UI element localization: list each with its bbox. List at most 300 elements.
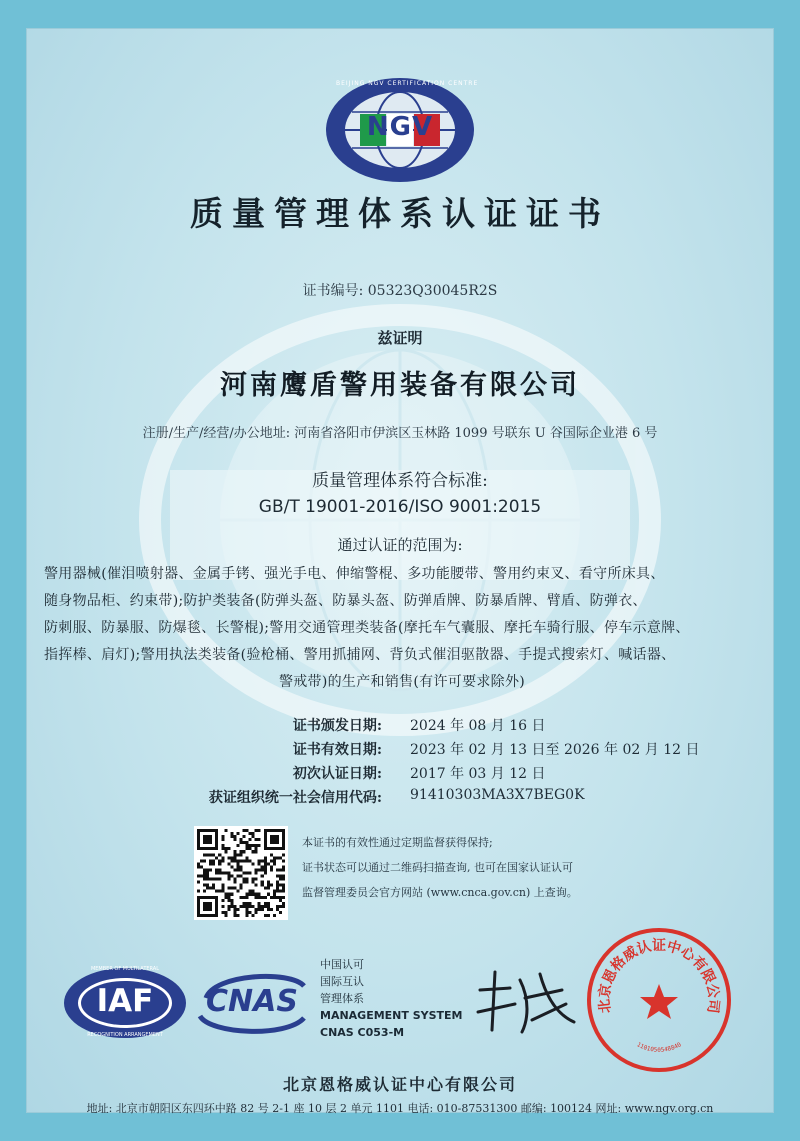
qr-module xyxy=(279,878,282,881)
qr-module xyxy=(227,887,230,890)
qr-module xyxy=(276,896,279,899)
initial-date-value: 2017 年 03 月 12 日 xyxy=(410,766,546,782)
qr-module xyxy=(227,856,230,859)
qr-module xyxy=(246,905,249,908)
qr-module xyxy=(209,862,212,865)
qr-module xyxy=(264,914,267,917)
qr-module xyxy=(267,914,270,917)
qr-module xyxy=(209,887,212,890)
qr-module xyxy=(264,859,267,862)
qr-module xyxy=(239,841,242,844)
qr-module xyxy=(212,884,215,887)
footer-contact: 地址: 北京市朝阳区东四环中路 82 号 2-1 座 10 层 2 单元 1101 电话: 010-87531300 邮编: 100124 网址: www.ngv.org.cn xyxy=(86,1102,714,1115)
qr-module xyxy=(279,899,282,902)
qr-module xyxy=(236,890,239,893)
qr-module xyxy=(258,905,261,908)
qr-module xyxy=(270,853,273,856)
qr-module xyxy=(221,844,224,847)
qr-module xyxy=(212,887,215,890)
ngv-logo-ring-text: BEIJING NGV CERTIFICATION CENTRE xyxy=(336,80,479,87)
qr-module xyxy=(209,853,212,856)
qr-module xyxy=(279,884,282,887)
qr-module xyxy=(252,890,255,893)
qr-module xyxy=(221,905,224,908)
qr-module xyxy=(233,908,236,911)
qr-module xyxy=(230,887,233,890)
qr-module xyxy=(282,865,285,868)
qr-module xyxy=(221,871,224,874)
qr-module xyxy=(279,868,282,871)
qr-module xyxy=(206,868,209,871)
qr-module xyxy=(252,905,255,908)
qr-module xyxy=(261,875,264,878)
qr-module xyxy=(270,865,273,868)
qr-module xyxy=(255,844,258,847)
qr-module xyxy=(221,911,224,914)
qr-module xyxy=(218,878,221,881)
qr-module xyxy=(249,893,252,896)
qr-module xyxy=(279,896,282,899)
qr-module xyxy=(236,862,239,865)
qr-module xyxy=(230,835,233,838)
qr-module xyxy=(239,865,242,868)
qr-module xyxy=(212,853,215,856)
standard-code: GB/T 19001-2016/ISO 9001:2015 xyxy=(258,497,542,517)
qr-module xyxy=(227,905,230,908)
qr-module xyxy=(246,878,249,881)
qr-module xyxy=(270,884,273,887)
qr-module xyxy=(233,838,236,841)
scope-line: 指挥棒、肩灯);警用执法类装备(验枪桶、警用抓捕网、背负式催泪驱散器、手提式搜索灯、喊话器、 xyxy=(44,647,676,663)
qr-module xyxy=(270,868,273,871)
qr-module xyxy=(276,905,279,908)
qr-module xyxy=(261,881,264,884)
qr-module xyxy=(230,859,233,862)
company-address: 注册/生产/经营/办公地址: 河南省洛阳市伊滨区玉林路 1099 号联东 U 谷国际企业港 6 号 xyxy=(142,426,658,441)
qr-module xyxy=(236,868,239,871)
qr-module xyxy=(218,871,221,874)
qr-module xyxy=(233,911,236,914)
qr-module xyxy=(203,878,206,881)
note-line: 监督管理委员会官方网站 (www.cnca.gov.cn) 上查询。 xyxy=(302,886,578,899)
qr-module xyxy=(243,835,246,838)
qr-module xyxy=(221,887,224,890)
qr-module xyxy=(255,884,258,887)
qr-module xyxy=(221,890,224,893)
qr-module xyxy=(221,859,224,862)
qr-module xyxy=(282,902,285,905)
qr-module xyxy=(243,881,246,884)
qr-module xyxy=(218,853,221,856)
qr-module xyxy=(246,881,249,884)
qr-module xyxy=(197,890,200,893)
qr-module xyxy=(255,908,258,911)
qr-module xyxy=(270,908,273,911)
qr-module xyxy=(227,862,230,865)
validity-notes xyxy=(302,830,578,905)
qr-module xyxy=(215,890,218,893)
qr-module xyxy=(270,859,273,862)
qr-module xyxy=(273,893,276,896)
qr-module xyxy=(233,856,236,859)
valid-date-label: 证书有效日期: xyxy=(292,742,382,758)
qr-module xyxy=(282,884,285,887)
qr-module xyxy=(282,905,285,908)
qr-module xyxy=(224,850,227,853)
qr-module xyxy=(197,862,200,865)
qr-module xyxy=(239,868,242,871)
qr-module xyxy=(212,878,215,881)
valid-date-value: 2023 年 02 月 13 日至 2026 年 02 月 12 日 xyxy=(410,742,700,758)
qr-module xyxy=(206,875,209,878)
qr-module xyxy=(227,878,230,881)
qr-module xyxy=(252,850,255,853)
qr-module xyxy=(236,908,239,911)
company-seal-icon xyxy=(583,924,735,1076)
qr-module xyxy=(273,890,276,893)
scope-line: 防刺服、防暴服、防爆毯、长警棍);警用交通管理类装备(摩托车气囊服、摩托车骑行服、停车示意牌、 xyxy=(44,620,690,636)
issuer-name: 北京恩格威认证中心有限公司 xyxy=(282,1075,517,1094)
iaf-ring-bottom: RECOGNITION ARRANGEMENT xyxy=(87,1032,163,1038)
qr-module xyxy=(203,902,212,911)
qr-module xyxy=(246,902,249,905)
cnas-line: CNAS C053-M xyxy=(320,1026,405,1039)
qr-module xyxy=(233,835,236,838)
qr-module xyxy=(261,908,264,911)
qr-module xyxy=(221,884,224,887)
qr-module xyxy=(282,887,285,890)
qr-module xyxy=(264,862,267,865)
qr-module xyxy=(221,835,224,838)
qr-module xyxy=(243,829,246,832)
certificate-number: 证书编号: 05323Q30045R2S xyxy=(302,283,498,299)
qr-module xyxy=(258,868,261,871)
qr-module xyxy=(243,850,246,853)
qr-module xyxy=(236,844,239,847)
qr-module xyxy=(246,844,249,847)
note-line: 证书状态可以通过二维码扫描查询, 也可在国家认证认可 xyxy=(302,861,573,874)
qr-module xyxy=(264,868,267,871)
cnas-line: 管理体系 xyxy=(320,992,364,1005)
qr-module xyxy=(276,908,279,911)
qr-module xyxy=(252,862,255,865)
scope-line: 随身物品柜、约束带);防护类装备(防弹头盔、防暴头盔、防弹盾牌、防暴盾牌、臂盾、防弹衣、 xyxy=(44,593,647,609)
qr-module xyxy=(249,911,252,914)
qr-module xyxy=(239,850,242,853)
qr-module xyxy=(203,835,212,844)
qr-module xyxy=(276,890,279,893)
qr-module xyxy=(246,896,249,899)
qr-module xyxy=(236,875,239,878)
qr-module xyxy=(224,829,227,832)
qr-module xyxy=(249,890,252,893)
qr-module xyxy=(200,875,203,878)
qr-module xyxy=(273,862,276,865)
note-line: 本证书的有效性通过定期监督获得保持; xyxy=(302,836,493,849)
qr-module xyxy=(215,868,218,871)
svg-text:1101050548840 xyxy=(636,1041,683,1054)
qr-module xyxy=(209,859,212,862)
cnas-line: 国际互认 xyxy=(320,975,364,988)
qr-module xyxy=(249,838,252,841)
qr-module xyxy=(233,881,236,884)
qr-module xyxy=(236,832,239,835)
company-name: 河南鹰盾警用装备有限公司 xyxy=(220,370,580,401)
qr-module xyxy=(273,859,276,862)
qr-module xyxy=(239,838,242,841)
qr-module xyxy=(243,859,246,862)
qr-module xyxy=(239,853,242,856)
qr-module xyxy=(276,868,279,871)
qr-module xyxy=(255,911,258,914)
qr-module xyxy=(282,896,285,899)
qr-module xyxy=(249,905,252,908)
qr-module xyxy=(206,884,209,887)
qr-module xyxy=(246,841,249,844)
qr-module xyxy=(224,893,227,896)
qr-module xyxy=(218,890,221,893)
qr-module xyxy=(239,875,242,878)
qr-module xyxy=(246,911,249,914)
qr-module xyxy=(267,905,270,908)
qr-module xyxy=(224,911,227,914)
qr-module xyxy=(224,847,227,850)
qr-module xyxy=(209,878,212,881)
qr-module xyxy=(255,829,258,832)
qr-module xyxy=(203,853,206,856)
qr-module xyxy=(249,832,252,835)
qr-module xyxy=(243,905,246,908)
qr-module xyxy=(221,838,224,841)
qr-module xyxy=(218,868,221,871)
qr-module xyxy=(218,859,221,862)
issue-date-value: 2024 年 08 月 16 日 xyxy=(410,718,546,734)
qr-module xyxy=(215,878,218,881)
qr-module xyxy=(267,884,270,887)
qr-module xyxy=(258,896,261,899)
qr-module xyxy=(261,868,264,871)
qr-module xyxy=(255,868,258,871)
qr-module xyxy=(255,893,258,896)
initial-date-row xyxy=(0,763,800,785)
qr-module xyxy=(252,844,255,847)
standard-title: 质量管理体系符合标准: xyxy=(312,471,488,491)
qr-module xyxy=(197,881,200,884)
qr-module xyxy=(246,847,249,850)
qr-module xyxy=(246,856,249,859)
qr-module xyxy=(246,908,249,911)
qr-module xyxy=(258,838,261,841)
qr-module xyxy=(209,868,212,871)
qr-module xyxy=(243,896,246,899)
qr-module xyxy=(255,847,258,850)
qr-module xyxy=(215,856,218,859)
qr-module xyxy=(282,853,285,856)
qr-module xyxy=(276,884,279,887)
qr-module xyxy=(252,881,255,884)
qr-module xyxy=(273,856,276,859)
qr-module xyxy=(270,835,279,844)
qr-module xyxy=(282,868,285,871)
qr-module xyxy=(243,878,246,881)
qr-module xyxy=(218,862,221,865)
qr-module xyxy=(276,875,279,878)
qr-module xyxy=(227,847,230,850)
qr-module xyxy=(282,875,285,878)
qr-module xyxy=(261,884,264,887)
qr-module xyxy=(243,841,246,844)
qr-module xyxy=(258,844,261,847)
qr-module xyxy=(200,859,203,862)
qr-module xyxy=(261,896,264,899)
qr-module xyxy=(246,859,249,862)
qr-module xyxy=(264,887,267,890)
qr-module xyxy=(233,887,236,890)
qr-module xyxy=(203,859,206,862)
qr-module xyxy=(233,905,236,908)
scope-title: 通过认证的范围为: xyxy=(337,536,463,554)
scope-text xyxy=(44,561,760,696)
qr-module xyxy=(249,859,252,862)
qr-module xyxy=(233,859,236,862)
qr-module xyxy=(249,902,252,905)
qr-module xyxy=(224,871,227,874)
qr-module xyxy=(246,871,249,874)
qr-module xyxy=(230,832,233,835)
qr-module xyxy=(255,838,258,841)
qr-module xyxy=(255,871,258,874)
qr-module xyxy=(270,896,273,899)
qr-module xyxy=(212,859,215,862)
qr-module xyxy=(282,878,285,881)
qr-module xyxy=(227,908,230,911)
qr-module xyxy=(252,914,255,917)
qr-module xyxy=(264,865,267,868)
qr-module xyxy=(206,853,209,856)
qr-module xyxy=(279,856,282,859)
qr-module xyxy=(255,850,258,853)
qr-module xyxy=(258,902,261,905)
certificate-title: 质量管理体系认证证书 xyxy=(190,194,610,233)
qr-module xyxy=(233,914,236,917)
qr-module xyxy=(255,896,258,899)
qr-module xyxy=(279,905,282,908)
qr-module xyxy=(236,859,239,862)
qr-module xyxy=(230,899,233,902)
qr-module xyxy=(206,878,209,881)
qr-module xyxy=(233,868,236,871)
cnas-line: 中国认可 xyxy=(320,958,364,971)
qr-module xyxy=(230,905,233,908)
qr-module xyxy=(258,893,261,896)
cnas-line: MANAGEMENT SYSTEM xyxy=(320,1009,463,1022)
qr-module xyxy=(267,908,270,911)
signature-icon xyxy=(470,960,580,1040)
qr-module xyxy=(203,868,206,871)
qr-module xyxy=(276,856,279,859)
qr-module xyxy=(261,865,264,868)
qr-module xyxy=(282,890,285,893)
credit-code-value: 91410303MA3X7BEG0K xyxy=(410,787,585,803)
seal-text: 北京恩格威认证中心有限公司 xyxy=(596,938,722,1015)
scope-line: 警戒带)的生产和销售(有许可要求除外) xyxy=(278,674,526,690)
qr-module xyxy=(227,893,230,896)
cnas-accreditation-text xyxy=(320,956,463,1041)
qr-module xyxy=(261,859,264,862)
qr-module xyxy=(267,902,270,905)
qr-module xyxy=(249,847,252,850)
qr-module xyxy=(197,875,200,878)
ngv-logo-initials: NGV xyxy=(366,112,434,142)
qr-module xyxy=(264,905,267,908)
iaf-ring-top: MEMBER OF MULTILATERAL xyxy=(90,966,160,972)
qr-module xyxy=(233,878,236,881)
qr-module xyxy=(203,884,206,887)
qr-module xyxy=(261,905,264,908)
iaf-logo-text: IAF xyxy=(96,983,154,1019)
qr-module xyxy=(267,881,270,884)
qr-module xyxy=(258,829,261,832)
qr-module xyxy=(264,902,267,905)
qr-module xyxy=(230,893,233,896)
qr-module xyxy=(249,844,252,847)
qr-module xyxy=(255,878,258,881)
qr-module xyxy=(203,875,206,878)
qr-module xyxy=(239,859,242,862)
qr-code-icon[interactable] xyxy=(194,826,288,920)
qr-module xyxy=(230,875,233,878)
qr-module xyxy=(249,871,252,874)
issue-date-label: 证书颁发日期: xyxy=(292,718,382,734)
qr-module xyxy=(221,847,224,850)
qr-module xyxy=(258,908,261,911)
qr-module xyxy=(246,893,249,896)
qr-module xyxy=(200,865,203,868)
qr-module xyxy=(252,832,255,835)
qr-module xyxy=(264,871,267,874)
qr-module xyxy=(267,862,270,865)
qr-module xyxy=(203,871,206,874)
qr-module xyxy=(239,896,242,899)
qr-module xyxy=(264,856,267,859)
qr-module xyxy=(239,905,242,908)
qr-module xyxy=(206,871,209,874)
qr-module xyxy=(252,878,255,881)
qr-module xyxy=(236,853,239,856)
qr-module xyxy=(212,862,215,865)
qr-module xyxy=(243,902,246,905)
qr-module xyxy=(252,893,255,896)
qr-module xyxy=(276,881,279,884)
qr-module xyxy=(258,859,261,862)
issue-date-row xyxy=(0,715,800,737)
qr-module xyxy=(230,865,233,868)
qr-module xyxy=(243,871,246,874)
qr-module xyxy=(227,899,230,902)
qr-module xyxy=(279,890,282,893)
qr-module xyxy=(236,914,239,917)
qr-module xyxy=(221,856,224,859)
qr-module xyxy=(267,887,270,890)
seal-number: 1101050548840 xyxy=(635,1041,683,1054)
qr-module xyxy=(279,911,282,914)
qr-module xyxy=(273,896,276,899)
initial-date-label: 初次认证日期: xyxy=(292,766,382,782)
qr-module xyxy=(227,871,230,874)
qr-module xyxy=(227,875,230,878)
qr-module xyxy=(239,887,242,890)
qr-module xyxy=(227,896,230,899)
